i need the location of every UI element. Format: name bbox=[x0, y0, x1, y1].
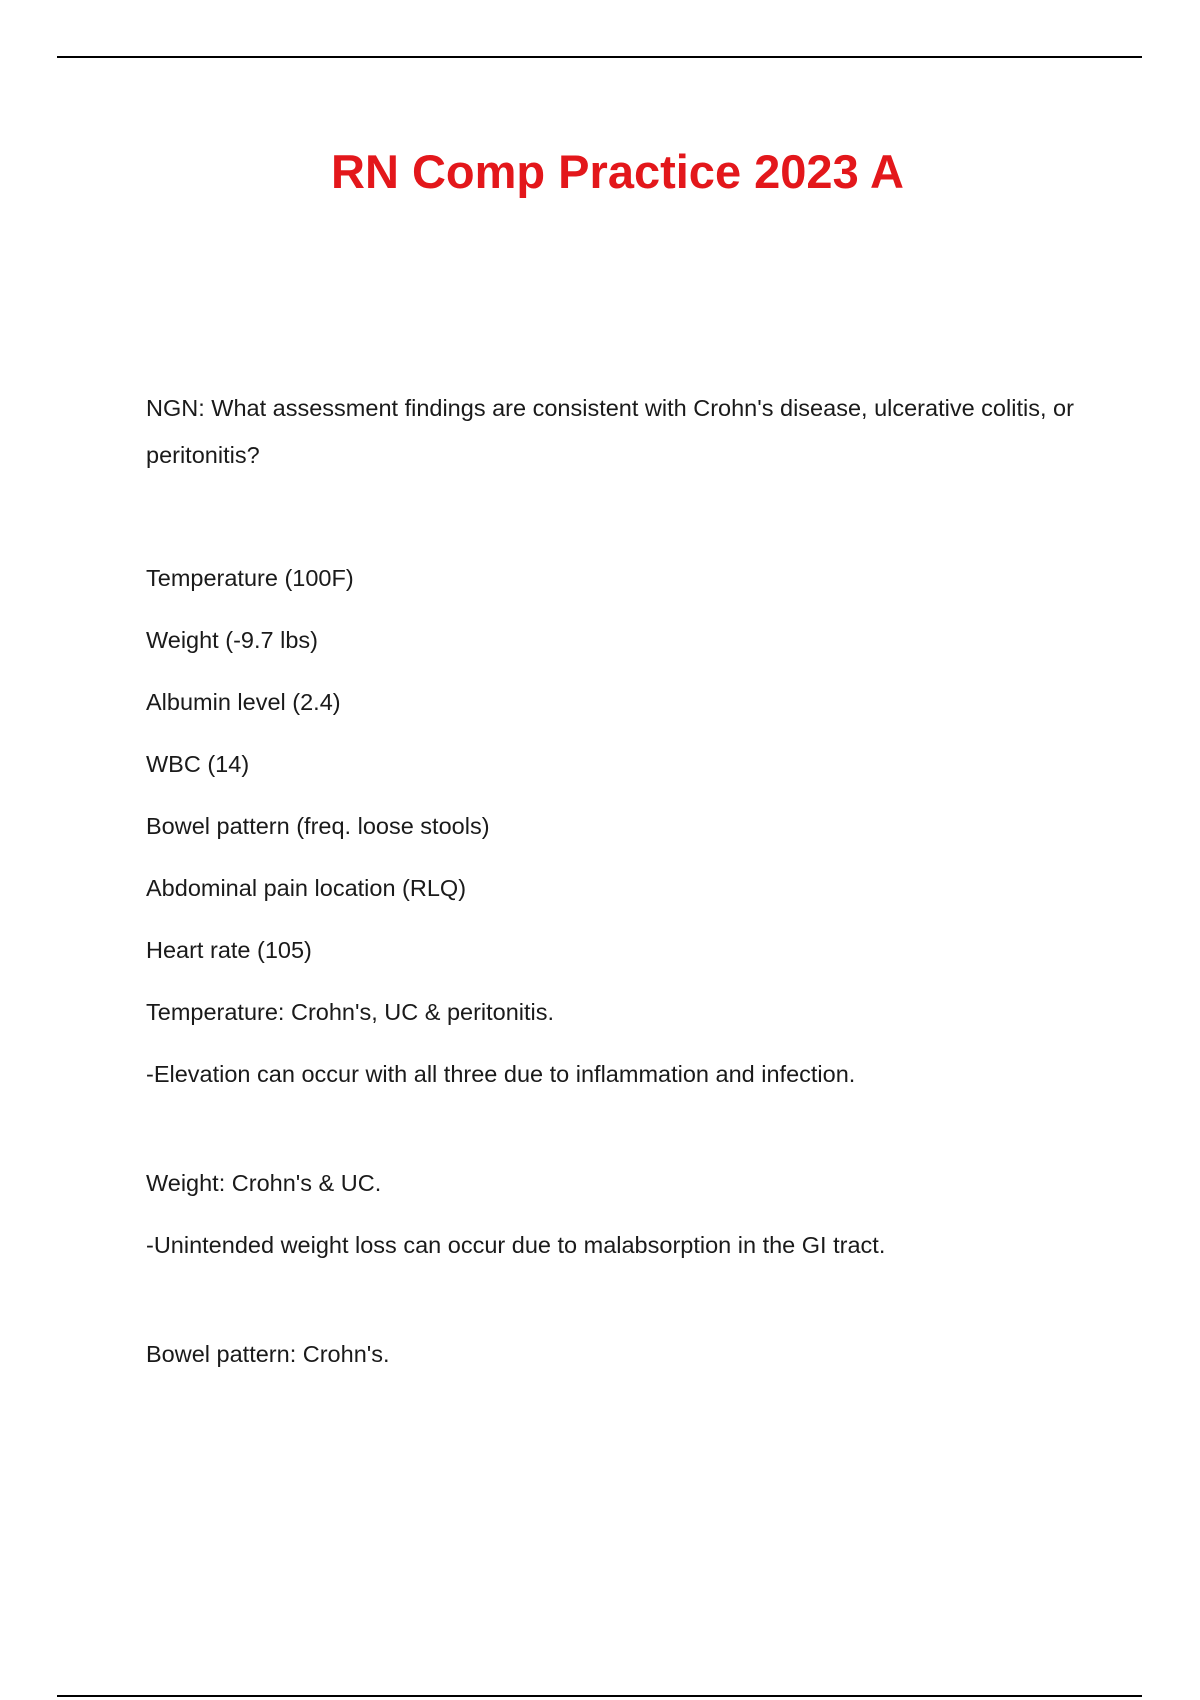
top-rule bbox=[57, 56, 1142, 58]
finding-item: Heart rate (105) bbox=[146, 937, 312, 963]
finding-item: Albumin level (2.4) bbox=[146, 689, 341, 715]
answer-block bbox=[146, 1160, 1086, 1269]
bottom-rule bbox=[57, 1695, 1142, 1697]
finding-item: Weight (-9.7 lbs) bbox=[146, 627, 318, 653]
findings-list bbox=[146, 555, 1086, 1098]
document-body bbox=[146, 385, 1086, 1378]
answer-explanation: -Unintended weight loss can occur due to malabsorption in the GI tract. bbox=[146, 1232, 886, 1258]
finding-item: Abdominal pain location (RLQ) bbox=[146, 875, 467, 901]
question-text: NGN: What assessment findings are consistent with Crohn's disease, ulcerative colitis, or peritonitis? bbox=[146, 395, 1074, 468]
finding-item: WBC (14) bbox=[146, 751, 250, 777]
finding-item: Bowel pattern (freq. loose stools) bbox=[146, 813, 490, 839]
answer-block bbox=[146, 1331, 1086, 1378]
finding-item: Temperature (100F) bbox=[146, 565, 354, 591]
document-title: RN Comp Practice 2023 A bbox=[331, 145, 904, 198]
answer-explanation: -Elevation can occur with all three due to inflammation and infection. bbox=[146, 1061, 856, 1087]
answer-heading: Temperature: Crohn's, UC & peritonitis. bbox=[146, 999, 555, 1025]
answer-heading: Weight: Crohn's & UC. bbox=[146, 1170, 382, 1196]
answer-heading: Bowel pattern: Crohn's. bbox=[146, 1341, 390, 1367]
